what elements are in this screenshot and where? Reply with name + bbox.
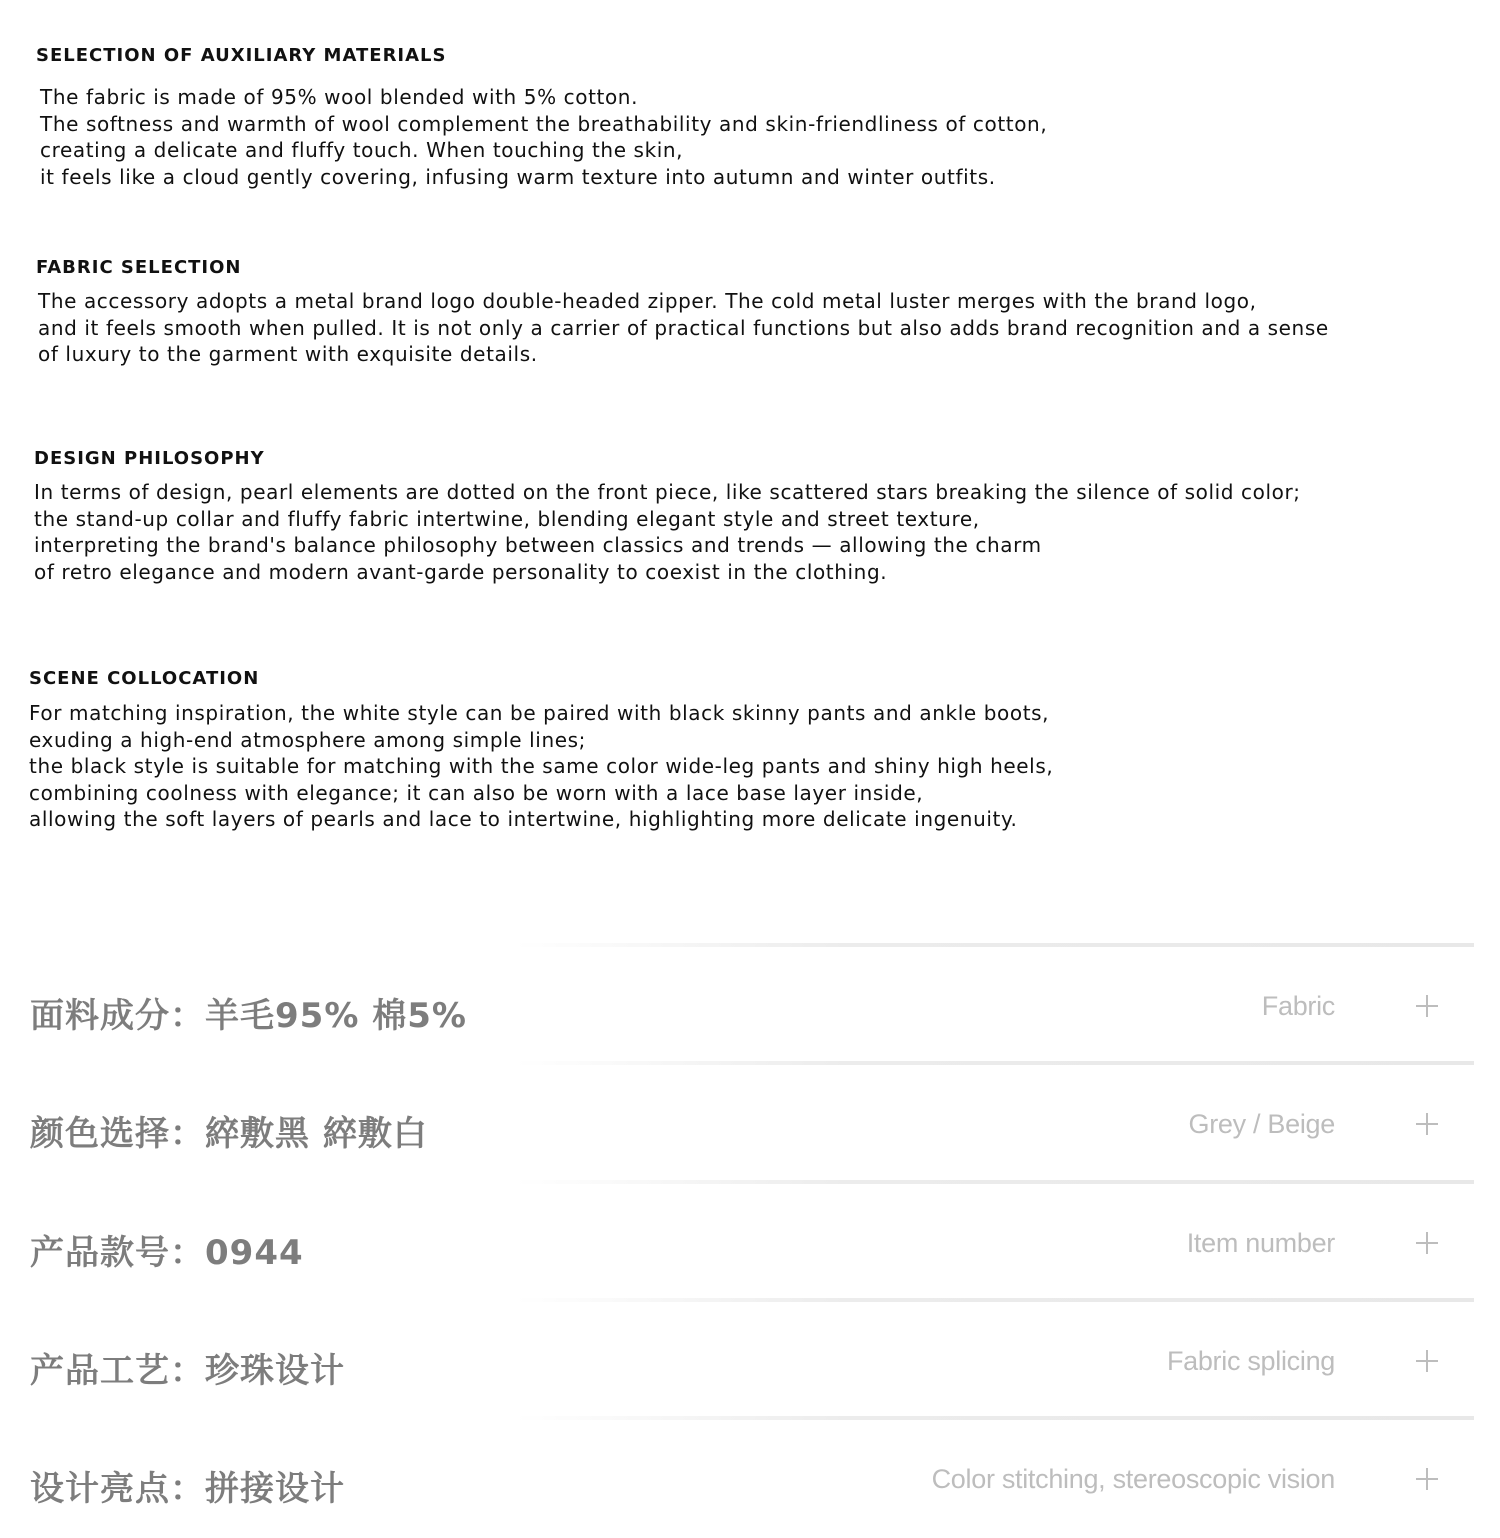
paragraph-line: The fabric is made of 95% wool blended with 5% cotton. — [40, 85, 639, 109]
section-paragraph — [40, 84, 1047, 190]
spec-label: 颜色选择：綷敷黑 綷敷白 — [30, 1114, 428, 1154]
paragraph-line: allowing the soft layers of pearls and lace to intertwine, highlighting more delicate ingenuity. — [29, 807, 1018, 831]
spec-label: 设计亮点：拼接设计 — [30, 1469, 345, 1509]
paragraph-line: of luxury to the garment with exquisite details. — [38, 342, 538, 366]
plus-icon[interactable] — [1416, 995, 1438, 1017]
plus-icon[interactable] — [1416, 1232, 1438, 1254]
spec-row-highlight[interactable] — [0, 1416, 1500, 1534]
paragraph-line: it feels like a cloud gently covering, infusing warm texture into autumn and winter outfits. — [40, 164, 996, 189]
paragraph-line: combining coolness with elegance; it can also be worn with a lace base layer inside, — [29, 780, 924, 805]
spec-row-craft[interactable] — [0, 1298, 1500, 1416]
section-heading: DESIGN PHILOSOPHY — [34, 448, 265, 469]
spec-label: 产品款号：0944 — [30, 1233, 304, 1273]
divider — [514, 1416, 1474, 1420]
spec-label: 面料成分：羊毛95% 棉5% — [30, 996, 467, 1036]
paragraph-line: creating a delicate and fluffy touch. When touching the skin, — [40, 138, 684, 162]
divider — [514, 943, 1474, 947]
divider — [514, 1298, 1474, 1302]
spec-row-fabric[interactable] — [0, 943, 1500, 1061]
spec-english-label: Color stitching, stereoscopic vision — [931, 1464, 1335, 1494]
paragraph-line: The accessory adopts a metal brand logo double-headed zipper. The cold metal luster merges with the brand logo, — [38, 289, 1257, 313]
spec-row-color[interactable] — [0, 1061, 1500, 1179]
section-heading: FABRIC SELECTION — [36, 257, 242, 278]
paragraph-line: exuding a high-end atmosphere among simple lines; — [29, 727, 586, 752]
section-heading: SELECTION OF AUXILIARY MATERIALS — [36, 45, 447, 66]
spec-english-label: Fabric splicing — [1166, 1346, 1335, 1376]
paragraph-line: For matching inspiration, the white style can be paired with black skinny pants and ankle boots, — [29, 701, 1050, 725]
spec-english-label: Item number — [1186, 1228, 1335, 1258]
spec-row-item-number[interactable] — [0, 1180, 1500, 1298]
section-paragraph — [34, 479, 1301, 585]
paragraph-line: the stand-up collar and fluffy fabric intertwine, blending elegant style and street texture, — [34, 506, 980, 531]
spec-label: 产品工艺：珍珠设计 — [30, 1351, 345, 1391]
spec-english-label: Fabric — [1261, 991, 1335, 1021]
paragraph-line: of retro elegance and modern avant-garde personality to coexist in the clothing. — [34, 559, 888, 584]
paragraph-line: In terms of design, pearl elements are dotted on the front piece, like scattered stars breaking the silence of solid color; — [34, 480, 1301, 504]
section-paragraph — [29, 700, 1053, 833]
paragraph-line: interpreting the brand's balance philosophy between classics and trends — allowing the charm — [34, 533, 1042, 557]
plus-icon[interactable] — [1416, 1468, 1438, 1490]
divider — [514, 1180, 1474, 1184]
spec-english-label: Grey / Beige — [1188, 1109, 1335, 1139]
paragraph-line: The softness and warmth of wool complement the breathability and skin-friendliness of cotton, — [40, 111, 1048, 136]
section-paragraph — [38, 288, 1329, 368]
plus-icon[interactable] — [1416, 1350, 1438, 1372]
paragraph-line: and it feels smooth when pulled. It is not only a carrier of practical functions but also adds brand recognition and a sense — [38, 315, 1329, 340]
section-heading: SCENE COLLOCATION — [29, 668, 260, 689]
plus-icon[interactable] — [1416, 1113, 1438, 1135]
paragraph-line: the black style is suitable for matching with the same color wide-leg pants and shiny high heels, — [29, 754, 1054, 778]
divider — [514, 1061, 1474, 1065]
